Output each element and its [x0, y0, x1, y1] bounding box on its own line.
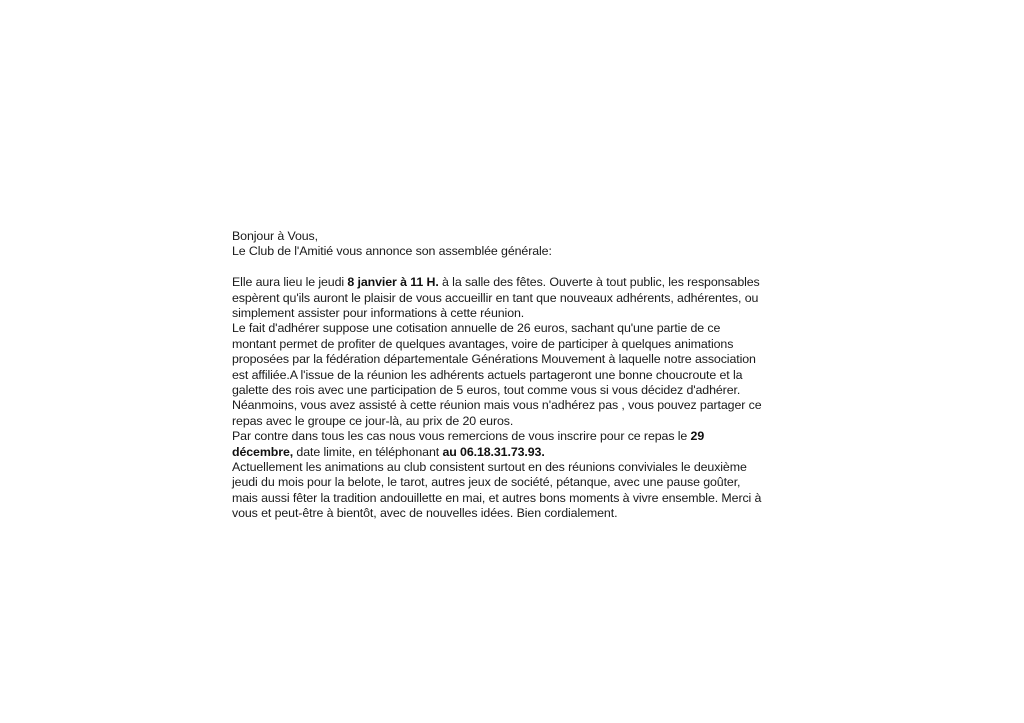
event-date: 8 janvier à 11 H. [347, 275, 439, 290]
deadline-month: décembre, [232, 444, 294, 459]
text-run: Par contre dans tous les cas nous vous remercions de vous inscrire pour ce repas le [232, 429, 691, 444]
paragraph-line: Actuellement les animations au club consistent surtout en des réunions conviviales le deuxième [232, 460, 747, 475]
paragraph-line: simplement assister pour informations à cette réunion. [232, 306, 525, 321]
deadline-day: 29 [690, 429, 705, 444]
letter-body [232, 229, 812, 522]
text-run: Elle aura lieu le jeudi [232, 275, 348, 290]
intro-line: Le Club de l'Amitié vous annonce son assemblée générale: [232, 244, 552, 259]
paragraph-line: montant permet de profiter de quelques avantages, voire de participer à quelques animations [232, 336, 734, 351]
paragraph-line: jeudi du mois pour la belote, le tarot, autres jeux de société, pétanque, avec une pause goûter, [232, 475, 741, 490]
text-run: date limite, en téléphonant [293, 444, 443, 459]
blank-line [232, 260, 812, 275]
paragraph-line: vous et peut-être à bientôt, avec de nouvelles idées. Bien cordialement. [232, 506, 618, 521]
text-run: à la salle des fêtes. Ouverte à tout public, les responsables [438, 275, 760, 290]
paragraph-line: espèrent qu'ils auront le plaisir de vous accueillir en tant que nouveaux adhérents, adhérentes, ou [232, 290, 759, 305]
paragraph-line [232, 445, 812, 460]
paragraph-line: mais aussi fêter la tradition andouillette en mai, et autres bons moments à vivre ensemble. Merci à [232, 490, 762, 505]
paragraph-line: proposées par la fédération départementale Générations Mouvement à laquelle notre association [232, 352, 756, 367]
greeting: Bonjour à Vous, [232, 229, 318, 243]
phone-number: au 06.18.31.73.93. [442, 444, 545, 459]
paragraph-line: repas avec le groupe ce jour-là, au prix de 20 euros. [232, 413, 514, 428]
paragraph-line: est affiliée.A l'issue de la réunion les adhérents actuels partageront une bonne choucroute et la [232, 367, 743, 382]
paragraph-line: Le fait d'adhérer suppose une cotisation annuelle de 26 euros, sachant qu'une partie de ce [232, 321, 721, 336]
paragraph-line [232, 429, 812, 444]
paragraph-line [232, 275, 812, 290]
paragraph-line: Néanmoins, vous avez assisté à cette réunion mais vous n'adhérez pas , vous pouvez partager ce [232, 398, 762, 413]
paragraph-line: galette des rois avec une participation de 5 euros, tout comme vous si vous décidez d'adhérer. [232, 383, 741, 398]
